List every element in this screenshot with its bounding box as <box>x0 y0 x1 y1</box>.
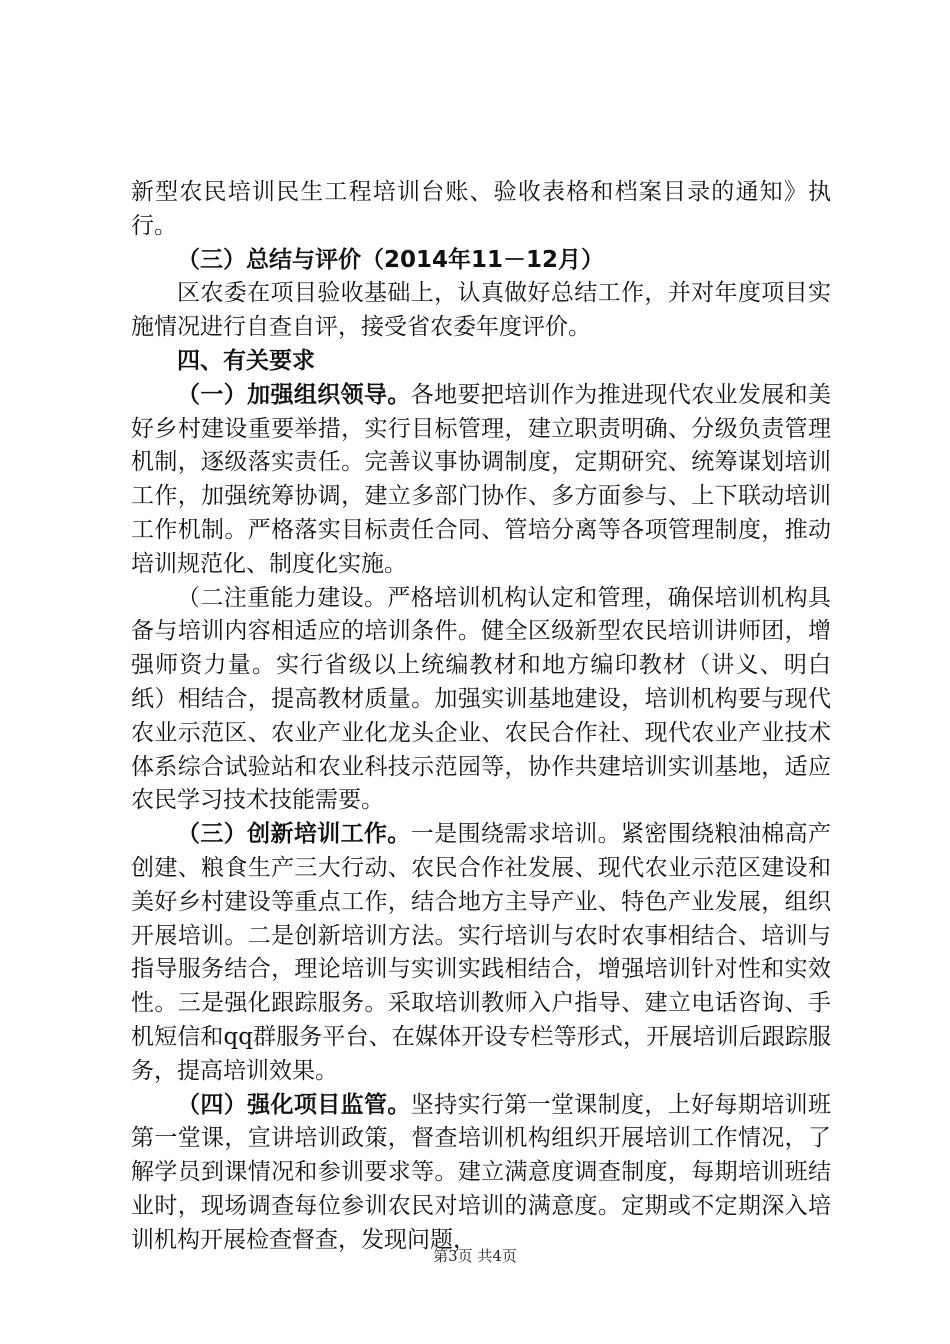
paragraph-supervision <box>131 1089 831 1258</box>
paragraph-continuation <box>131 176 831 244</box>
heading-text: （三）总结与评价（2014年11－12月） <box>177 246 605 273</box>
paragraph-innovation <box>131 818 831 1088</box>
section-heading-requirements <box>131 345 831 379</box>
document-body <box>131 176 831 1258</box>
paragraph-lead: （一）加强组织领导。 <box>177 381 411 408</box>
page-footer: 第3页 共4页 <box>433 1247 517 1265</box>
paragraph-leadership <box>131 379 831 582</box>
paragraph-capacity <box>131 582 831 819</box>
heading-text: 四、有关要求 <box>177 347 315 374</box>
paragraph-lead: （三）创新培训工作。 <box>177 821 411 848</box>
paragraph-text: 新型农民培训民生工程培训台账、验收表格和档案目录的通知》执行。 <box>131 179 831 239</box>
paragraph-summary <box>131 277 831 345</box>
paragraph-text: 各地要把培训作为推进现代农业发展和美好乡村建设重要举措，实行目标管理，建立职责明确、分级负责管理机制，逐级落实责任。完善议事协调制度，定期研究、统筹谋划培训工作，加强统筹协调，建立多部门协作、多方面参与、上下联动培训工作机制。严格落实目标责任合同、管培分离等各项管理制度，推动培训规范化、制度化实施。 <box>131 381 832 577</box>
paragraph-text: （二注重能力建设。严格培训机构认定和管理，确保培训机构具备与培训内容相适应的培训条件。健全区级新型农民培训讲师团，增强师资力量。实行省级以上统编教材和地方编印教材（讲义、明白纸）相结合，提高教材质量。加强实训基地建设，培训机构要与现代农业示范区、农业产业化龙头企业、农民合作社、现代农业产业技术体系综合试验站和农业科技示范园等，协作共建培训实训基地，适应农民学习技术技能需要。 <box>131 584 831 814</box>
section-heading-summary <box>131 244 831 278</box>
paragraph-text: 一是围绕需求培训。紧密围绕粮油棉高产创建、粮食生产三大行动、农民合作社发展、现代农业示范区建设和美好乡村建设等重点工作，结合地方主导产业、特色产业发展，组织开展培训。二是创新培训方法。实行培训与农时农事相结合、培训与指导服务结合，理论培训与实训实践相结合，增强培训针对性和实效性。三是强化跟踪服务。采取培训教师入户指导、建立电话咨询、手机短信和qq群服务平台、在媒体开设专栏等形式，开展培训后跟踪服务，提高培训效果。 <box>131 821 832 1084</box>
paragraph-lead: （四）强化项目监管。 <box>177 1091 411 1118</box>
paragraph-text: 区农委在项目验收基础上，认真做好总结工作，并对年度项目实施情况进行自查自评，接受省农委年度评价。 <box>131 280 831 341</box>
paragraph-text: 坚持实行第一堂课制度，上好每期培训班第一堂课，宣讲培训政策，督查培训机构组织开展培训工作情况，了解学员到课情况和参训要求等。建立满意度调查制度，每期培训班结业时，现场调查每位参训农民对培训的满意度。定期或不定期深入培训机构开展检查督查，发现问题， <box>131 1091 832 1253</box>
